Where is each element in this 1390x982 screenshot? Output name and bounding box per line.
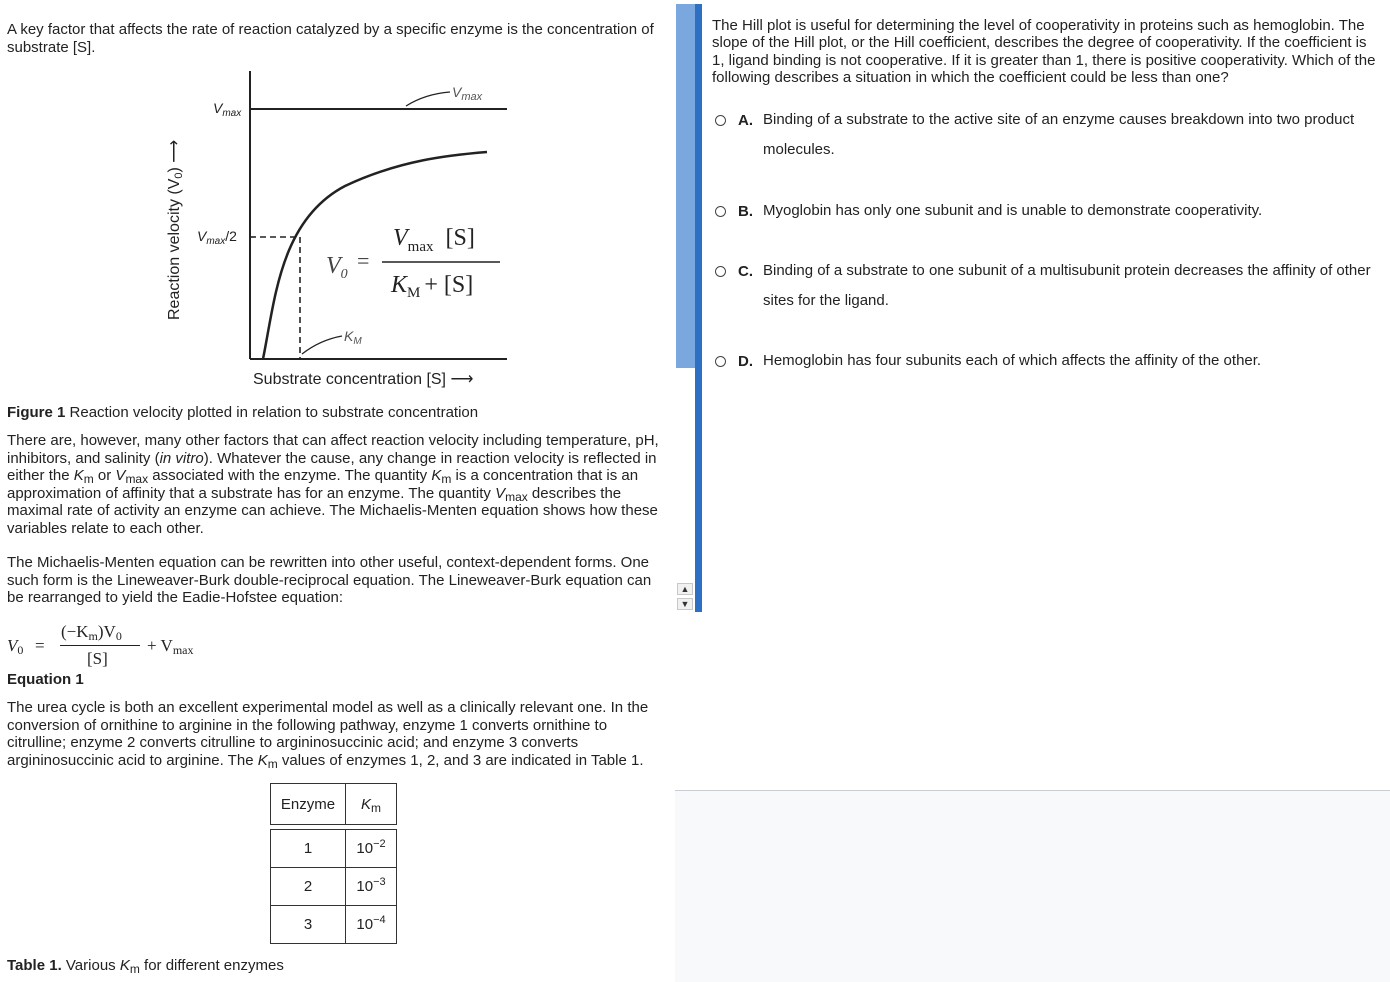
km-callout-label: $K_M$ — [344, 328, 362, 347]
option-a[interactable] — [715, 112, 1385, 168]
michaelis-menten-figure — [0, 0, 672, 400]
km-cell: $10^{-2}$ — [346, 830, 397, 868]
option-d[interactable] — [715, 353, 1385, 379]
pane-divider[interactable] — [695, 4, 702, 612]
radio-c[interactable] — [715, 266, 726, 277]
saturation-curve — [263, 152, 487, 359]
vmax-axis-label: $V_{max}$ — [213, 100, 242, 119]
radio-a[interactable] — [715, 115, 726, 126]
figure-eq-lhs: $V_0$ — [326, 253, 348, 282]
scroll-down-button[interactable] — [677, 598, 693, 610]
equation-1-label: Equation 1 — [7, 671, 84, 688]
table-row — [271, 906, 397, 944]
table-header-row — [271, 784, 397, 825]
enzyme-cell: 1 — [271, 830, 346, 868]
passage-paragraph-2: There are, however, many other factors that can affect reaction velocity including temperature, pH, inhibitors, and salinity (in vitro). Whatever the cause, any change in reaction velocity is reflected in either the $K_m$ or $V_{max}$ associated with the enzyme. The quantity $K_m$ is a concentration that is an approximation of affinity that a substrate has for an enzyme. The quantity $V_{max}$ describes the maximal rate of activity an enzyme can achieve. The Michaelis-Menten equation shows how these variables relate to each other. — [7, 432, 659, 537]
figure-eq-denominator: $K_M + [S]$ — [391, 272, 474, 301]
radio-b[interactable] — [715, 206, 726, 217]
figure-eq-numerator: $V_{max}$ [S] — [393, 225, 475, 255]
option-b[interactable] — [715, 203, 1385, 229]
passage-paragraph-3: The Michaelis-Menten equation can be rewritten into other useful, context-dependent forms. One such form is the Lineweaver-Burk double-reciprocal equation. The Lineweaver-Burk equation can be rearranged to yield the Eadie-Hofstee equation: — [7, 554, 652, 606]
km-cell: $10^{-4}$ — [346, 906, 397, 944]
option-c-letter: C. — [738, 263, 753, 280]
down-arrow-icon: ▼ — [680, 598, 690, 609]
option-c-text: Binding of a substrate to one subunit of a multisubunit protein decreases the affinity of other sites for the ligand. — [763, 262, 1371, 309]
option-b-text: Myoglobin has only one subunit and is unable to demonstrate cooperativity. — [763, 202, 1263, 219]
passage-paragraph-4: The urea cycle is both an excellent experimental model as well as a clinically relevant one. In the conversion of ornithine to arginine in the following pathway, enzyme 1 converts ornithine to citrulline; enzyme 2 converts citrulline to argininosuccinic acid; and enzyme 3 converts argininosuccinic acid to arginine. The $K_m$ values of enzymes 1, 2, and 3 are indicated in Table 1. — [7, 699, 649, 771]
equation-1: $V_0$ = $(-K_m)V_0$ [S] + $V_{max}$ — [7, 622, 194, 668]
km-cell: $10^{-3}$ — [346, 868, 397, 906]
figure-eq-equals: = — [357, 248, 370, 273]
question-pane — [703, 0, 1390, 790]
km-callout-line — [302, 336, 342, 354]
bottom-panel — [675, 790, 1390, 982]
option-c[interactable] — [715, 263, 1385, 319]
enzyme-cell: 2 — [271, 868, 346, 906]
option-b-letter: B. — [738, 203, 753, 220]
vmax-callout-label: $V_{max}$ — [452, 84, 483, 103]
y-axis-title: Reaction velocity (V0) ⟶ — [166, 139, 185, 320]
table-caption: Table 1. Various $K_m$ for different enzymes — [7, 957, 284, 976]
figure-caption: Figure 1 Reaction velocity plotted in relation to substrate concentration — [7, 404, 479, 421]
option-a-letter: A. — [738, 112, 753, 129]
option-d-text: Hemoglobin has four subunits each of which affects the affinity of the other. — [763, 352, 1262, 369]
option-d-letter: D. — [738, 353, 753, 370]
header-km: $K_m$ — [346, 784, 397, 825]
up-arrow-icon: ▲ — [680, 583, 690, 594]
passage-pane — [0, 0, 672, 981]
table-row — [271, 868, 397, 906]
km-table — [270, 783, 397, 944]
x-axis-title: Substrate concentration [S] ⟶ — [253, 371, 474, 388]
vmax-callout-line — [406, 92, 450, 106]
scroll-up-button[interactable] — [677, 583, 693, 595]
enzyme-cell: 3 — [271, 906, 346, 944]
table-row — [271, 830, 397, 868]
passage-intro: A key factor that affects the rate of reaction catalyzed by a specific enzyme is the concentration of substrate [S]. — [7, 21, 654, 56]
half-vmax-axis-label: $V_{max}/2$ — [197, 228, 237, 247]
scrollbar-thumb[interactable] — [676, 4, 695, 368]
header-enzyme: Enzyme — [271, 784, 346, 825]
radio-d[interactable] — [715, 356, 726, 367]
question-stem: The Hill plot is useful for determining the level of cooperativity in proteins such as hemoglobin. The slope of the Hill plot, or the Hill coefficient, describes the degree of cooperativity. If the coefficient is 1, ligand binding is not cooperative. If it is greater than 1, there is positive cooperativity. Which of the following describes a situation in which the coefficient could be less than one? — [712, 17, 1376, 86]
option-a-text: Binding of a substrate to the active site of an enzyme causes breakdown into two product molecules. — [763, 111, 1355, 158]
